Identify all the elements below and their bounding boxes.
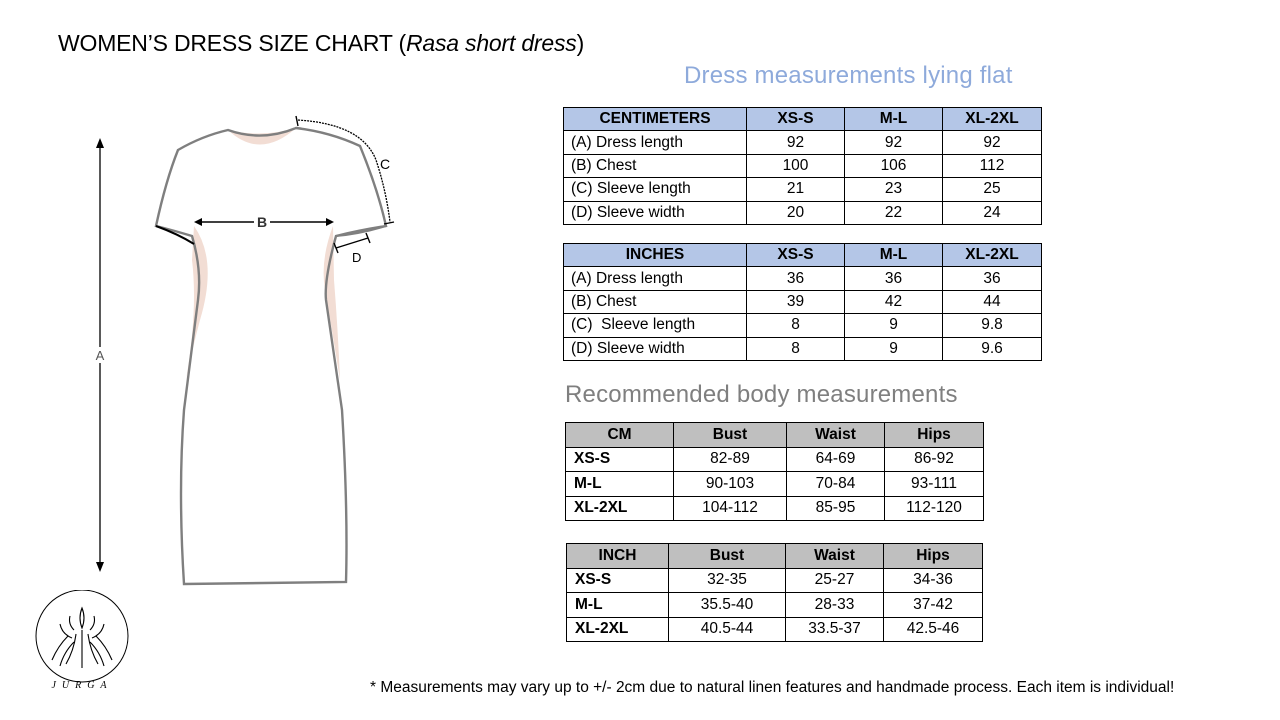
table-cell: 92: [747, 131, 845, 154]
table-row: [567, 617, 983, 642]
table-cell: 34-36: [884, 568, 983, 593]
header-cell: CENTIMETERS: [564, 108, 747, 131]
table-row: [564, 267, 1042, 290]
measure-d-label: D: [352, 250, 362, 265]
table-row: [566, 472, 984, 497]
table-row: [564, 131, 1042, 154]
table-cell: 104-112: [674, 496, 787, 521]
table-cell: 28-33: [786, 593, 884, 618]
jurga-logo: [30, 590, 134, 694]
table-body-cm: [565, 422, 984, 521]
tree-icon: [52, 608, 112, 668]
table-row: [567, 568, 983, 593]
header-cell: XS-S: [747, 244, 845, 267]
row-label: (D) Sleeve width: [564, 337, 747, 360]
measure-b-label: B: [256, 214, 268, 230]
table-header-row: [564, 108, 1042, 131]
table-row: [567, 593, 983, 618]
table-cell: 36: [845, 267, 943, 290]
table-cell: 64-69: [787, 447, 885, 472]
table-cell: 35.5-40: [669, 593, 786, 618]
row-label: (C) Sleeve length: [564, 178, 747, 201]
table-cell: 42: [845, 290, 943, 313]
logo-text: JURGA: [51, 680, 113, 691]
footnote: * Measurements may vary up to +/- 2cm due to natural linen features and handmade process. Each item is individual!: [370, 679, 1175, 696]
row-label: XL-2XL: [566, 496, 674, 521]
dress-outline: [156, 128, 386, 584]
table-cell: 20: [747, 201, 845, 224]
table-cell: 85-95: [787, 496, 885, 521]
table-cell: 25-27: [786, 568, 884, 593]
header-cell: Waist: [786, 544, 884, 569]
table-cell: 39: [747, 290, 845, 313]
table-cell: 90-103: [674, 472, 787, 497]
section-title-body: Recommended body measurements: [565, 381, 958, 408]
header-cell: Hips: [885, 423, 984, 448]
header-cell: INCHES: [564, 244, 747, 267]
table-cell: 92: [943, 131, 1042, 154]
table-cell: 9: [845, 314, 943, 337]
measure-a-arrow-bottom: [96, 562, 104, 572]
table-cell: 82-89: [674, 447, 787, 472]
table-body-inch: [566, 543, 983, 642]
table-cell: 112-120: [885, 496, 984, 521]
section-title-flat: Dress measurements lying flat: [684, 62, 1013, 89]
row-label: XS-S: [567, 568, 669, 593]
header-cell: CM: [566, 423, 674, 448]
measure-d-line: [336, 238, 368, 248]
table-cell: 23: [845, 178, 943, 201]
table-cell: 25: [943, 178, 1042, 201]
table-cell: 9.8: [943, 314, 1042, 337]
header-cell: Waist: [787, 423, 885, 448]
table-cell: 36: [747, 267, 845, 290]
table-row: [564, 154, 1042, 177]
row-label: XS-S: [566, 447, 674, 472]
table-cell: 86-92: [885, 447, 984, 472]
table-cell: 40.5-44: [669, 617, 786, 642]
measure-a-label: A: [95, 348, 105, 363]
table-cell: 21: [747, 178, 845, 201]
page-title: [58, 30, 584, 57]
table-row: [564, 201, 1042, 224]
table-header-row: [566, 423, 984, 448]
table-cell: 9: [845, 337, 943, 360]
header-cell: Bust: [669, 544, 786, 569]
row-label: (A) Dress length: [564, 267, 747, 290]
row-label: M-L: [567, 593, 669, 618]
table-cell: 100: [747, 154, 845, 177]
row-label: XL-2XL: [567, 617, 669, 642]
table-cell: 106: [845, 154, 943, 177]
table-cell: 9.6: [943, 337, 1042, 360]
table-row: [566, 447, 984, 472]
row-label: (B) Chest: [564, 154, 747, 177]
measure-a-arrow-top: [96, 138, 104, 148]
table-dress-inches: [563, 243, 1042, 361]
table-header-row: [564, 244, 1042, 267]
header-cell: M-L: [845, 108, 943, 131]
table-cell: 36: [943, 267, 1042, 290]
row-label: (D) Sleeve width: [564, 201, 747, 224]
row-label: (B) Chest: [564, 290, 747, 313]
title-main: WOMEN’S DRESS SIZE CHART (: [58, 30, 406, 56]
table-cell: 42.5-46: [884, 617, 983, 642]
table-cell: 92: [845, 131, 943, 154]
header-cell: XL-2XL: [943, 108, 1042, 131]
measure-c-label: C: [380, 156, 391, 172]
measure-c-arc: [298, 120, 390, 222]
table-cell: 32-35: [669, 568, 786, 593]
table-cell: 8: [747, 314, 845, 337]
table-row: [566, 496, 984, 521]
row-label: (C) Sleeve length: [564, 314, 747, 337]
header-cell: M-L: [845, 244, 943, 267]
table-cell: 22: [845, 201, 943, 224]
row-label: (A) Dress length: [564, 131, 747, 154]
header-cell: Bust: [674, 423, 787, 448]
measure-b-arrow-left: [194, 218, 202, 226]
table-row: [564, 337, 1042, 360]
dress-diagram: [80, 110, 410, 590]
table-row: [564, 314, 1042, 337]
table-cell: 33.5-37: [786, 617, 884, 642]
header-cell: XS-S: [747, 108, 845, 131]
table-cell: 8: [747, 337, 845, 360]
table-cell: 93-111: [885, 472, 984, 497]
table-cell: 37-42: [884, 593, 983, 618]
table-cell: 112: [943, 154, 1042, 177]
table-row: [564, 290, 1042, 313]
title-italic: Rasa short dress: [405, 30, 577, 56]
table-dress-cm: [563, 107, 1042, 225]
header-cell: INCH: [567, 544, 669, 569]
header-cell: Hips: [884, 544, 983, 569]
table-row: [564, 178, 1042, 201]
table-header-row: [567, 544, 983, 569]
table-cell: 70-84: [787, 472, 885, 497]
row-label: M-L: [566, 472, 674, 497]
table-cell: 24: [943, 201, 1042, 224]
title-close: ): [576, 30, 585, 56]
header-cell: XL-2XL: [943, 244, 1042, 267]
measure-b-arrow-right: [326, 218, 334, 226]
table-cell: 44: [943, 290, 1042, 313]
